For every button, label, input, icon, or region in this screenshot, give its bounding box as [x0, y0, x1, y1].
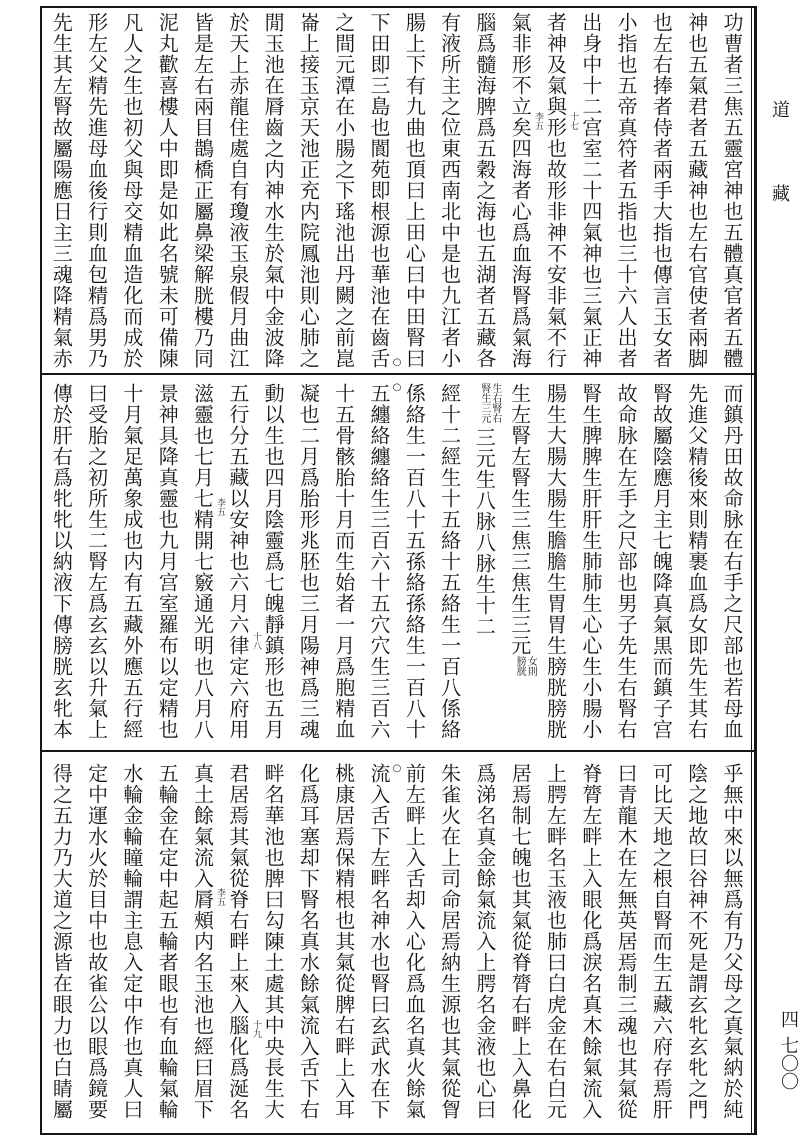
- text-column: 腎生脾脾生肝肝生肺肺生心心生小腸小: [578, 383, 603, 740]
- text-column: 腸上下有九曲也頂曰上田心曰中田腎曰: [402, 12, 427, 369]
- text-column: 凝也二月爲胎形兆胚也三月陽神爲三魂: [296, 383, 321, 740]
- register-divider-lower: [40, 750, 757, 752]
- text-column: 真土餘氣流入脣頰内名玉池也經曰眉下: [190, 763, 215, 1120]
- frame-border-bottom: [40, 1133, 757, 1135]
- text-column: 神也五氣君者五藏神也左右官使者兩脚: [684, 12, 709, 369]
- text-column: 五輪金在定中起五輪者眼也有血輪氣輪: [155, 763, 180, 1120]
- text-column: 定中運水火於目中也故雀公以眼爲鏡要: [84, 763, 109, 1120]
- text-column: 有液所主之位東西南北中是也九江者小: [437, 12, 462, 369]
- text-column: [469, 383, 501, 637]
- text-column: 五纏絡纏絡生三百六十五穴穴生三百六: [367, 383, 391, 740]
- engraver-mark: 李五: [215, 888, 225, 906]
- text-column: 功曹者三焦五靈宮神也五體真官者五體: [720, 12, 744, 369]
- engraver-mark: 李五: [533, 112, 543, 130]
- text-column: 腎故屬陰應月主七魄降真氣黒而鎮子宫: [649, 383, 674, 740]
- frame-border-top: [40, 6, 757, 8]
- text-column: 桃康居焉保精根也其氣從脾右畔上入耳: [331, 763, 356, 1120]
- leaf-number: 十七: [568, 112, 578, 130]
- text-column: 傳於肝右爲牝牝以納液下傳膀胱玄牝本: [49, 383, 74, 740]
- text-column: 皆是左右兩目鵲橋正屬鼻梁解胱樓乃同: [190, 12, 215, 369]
- text-column: 朱雀火在上司命居焉納生源也其氣從胷: [437, 763, 462, 1120]
- text-column: 曰受胎之初所生二腎左爲玄玄以升氣上: [84, 383, 109, 740]
- text-column: 腸生大腸大腸生膽膽生胃胃生膀胱膀胱: [543, 383, 568, 740]
- text-column: 形左父精先進母血後行則血包精爲男乃: [84, 12, 109, 369]
- text-column: 君居焉其氣從脊右畔上來入腦化爲涎名: [225, 763, 250, 1120]
- text-column: 得之五力乃大道之源皆在眼力也白睛屬: [49, 763, 74, 1120]
- text-column: 於天上赤龍住處自有瓊液玉泉假月曲江: [225, 12, 250, 369]
- text-column: 陰之地故曰谷神不死是謂玄牝玄牝之門: [684, 763, 709, 1120]
- text-column: 爲涕名真金餘氣流入上腭名金液也心曰: [472, 763, 497, 1120]
- text-column: 流入舌下左畔名神水也腎曰玄武水在下: [367, 763, 391, 1120]
- text-column: 凡人之生也初父與母交精血造化而成於: [119, 12, 144, 369]
- fold-circle: ○: [392, 763, 402, 774]
- text-column: 係絡生一百八十五孫絡孫絡生一百八十: [402, 383, 427, 740]
- text-column: 之間元潭在小腸之下瑤池出丹闕之前崑: [331, 12, 356, 369]
- fold-circle: ○: [392, 382, 402, 393]
- text-column: 氣非形不立矣四海者心爲血海腎爲氣海: [508, 12, 533, 369]
- middle-register: [44, 381, 750, 746]
- margin-volume-number: 四: [778, 1010, 799, 1028]
- interlinear-note: 生右腎右腎生三元: [478, 383, 501, 423]
- margin-title-char-2: 藏: [769, 184, 790, 202]
- text-column: 先生其左腎故屬陽應日主三魂降精氣赤: [49, 12, 74, 369]
- text-column: 腦爲髓海脾爲五穀之海也五湖者五藏各: [472, 12, 497, 369]
- text-column: 先進父精後來則精裹血爲女即先生其右: [684, 383, 709, 740]
- margin-title-char-1: 道: [769, 100, 790, 118]
- text-column: 五行分五藏以安神也六月六律定六府用: [225, 383, 250, 740]
- text-column: 畔名華池也脾曰勾陳土處其中央長生大: [261, 763, 286, 1120]
- text-column: 上腭左畔名玉液也肺曰白虎金在右白元: [543, 763, 568, 1120]
- text-column: 也左右捧者侍者兩手大指也傳言玉女者: [649, 12, 674, 369]
- text-column: 而鎮丹田故命脉在右手之尺部也若母血: [720, 383, 744, 740]
- text-column: 泥丸歡喜樓人中即是如此名號未可備陳: [155, 12, 180, 369]
- leaf-number: 十九: [251, 1020, 261, 1038]
- text-column: 水輪金輪瞳輪謂主息入定中作也真人曰: [119, 763, 144, 1120]
- text-column: 脊膂左畔上入眼化爲淚名真木餘氣流入: [578, 763, 603, 1120]
- text-column: 可比天地之根自腎而生五藏六府存焉肝: [649, 763, 674, 1120]
- engraver-mark: 李五: [215, 498, 225, 516]
- frame-border-right-thin: [751, 6, 752, 1135]
- margin-page-number: 七〇〇: [778, 1036, 799, 1090]
- frame-border-left: [40, 6, 42, 1135]
- fold-circle: ○: [392, 357, 402, 368]
- text-column: 居焉制七魄也其氣從脊膂右畔上入鼻化: [508, 763, 533, 1120]
- text-column: 滋靈也七月七精開七竅通光明也八月八: [190, 383, 215, 740]
- top-register: [44, 10, 750, 370]
- register-divider-upper: [40, 373, 757, 375]
- text-column: 出身中十二宫室二十四氣神也三氣正神: [578, 12, 603, 369]
- interlinear-note: 女則膀胱: [514, 656, 537, 676]
- text-column: 十月氣足萬象成也内有五藏外應五行經: [119, 383, 144, 740]
- text-column: 曰青龍木在左無英居焉制三魂也其氣從: [614, 763, 639, 1120]
- column-text: 三元生八脉八脉生十二: [472, 427, 497, 637]
- text-column: 景神具降真靈也九月宫室羅布以定精也: [155, 383, 180, 740]
- bottom-register: [44, 761, 750, 1131]
- text-column: 閒玉池在脣齒之内神水生於氣中金波降: [261, 12, 286, 369]
- text-column: 動以生也四月陰靈爲七魄靜鎮形也五月: [261, 383, 286, 740]
- column-text: 生左腎左腎生三焦三焦生三元: [507, 383, 532, 656]
- text-column: 十五骨骸胎十月而生始者一月爲胞精血: [331, 383, 356, 740]
- leaf-number: 十八: [251, 632, 261, 650]
- text-column: 化爲耳塞却下腎名真水餘氣流入舌下右: [296, 763, 321, 1120]
- text-column: [504, 383, 536, 678]
- text-column: 小指也五帝真符者五指也三十六人出者: [614, 12, 639, 369]
- text-column: 下田即三島也閬苑即根源也華池在齒舌: [367, 12, 391, 369]
- text-column: 乎無中來以無爲有乃父母之真氣納於純: [720, 763, 744, 1120]
- text-column: 者神及氣與形也故形非神不安非氣不行: [543, 12, 568, 369]
- text-column: 前左畔上入舌却入心化爲血名真火餘氣: [402, 763, 427, 1120]
- frame-border-right-thick: [754, 6, 757, 1135]
- text-column: 故命脉在左手之尺部也男子先生右腎右: [614, 383, 639, 740]
- text-column: 經十二經生十五絡十五絡生一百八係絡: [437, 383, 462, 740]
- text-column: 崙上接玉京天池正充内院鳳池則心肺之: [296, 12, 321, 369]
